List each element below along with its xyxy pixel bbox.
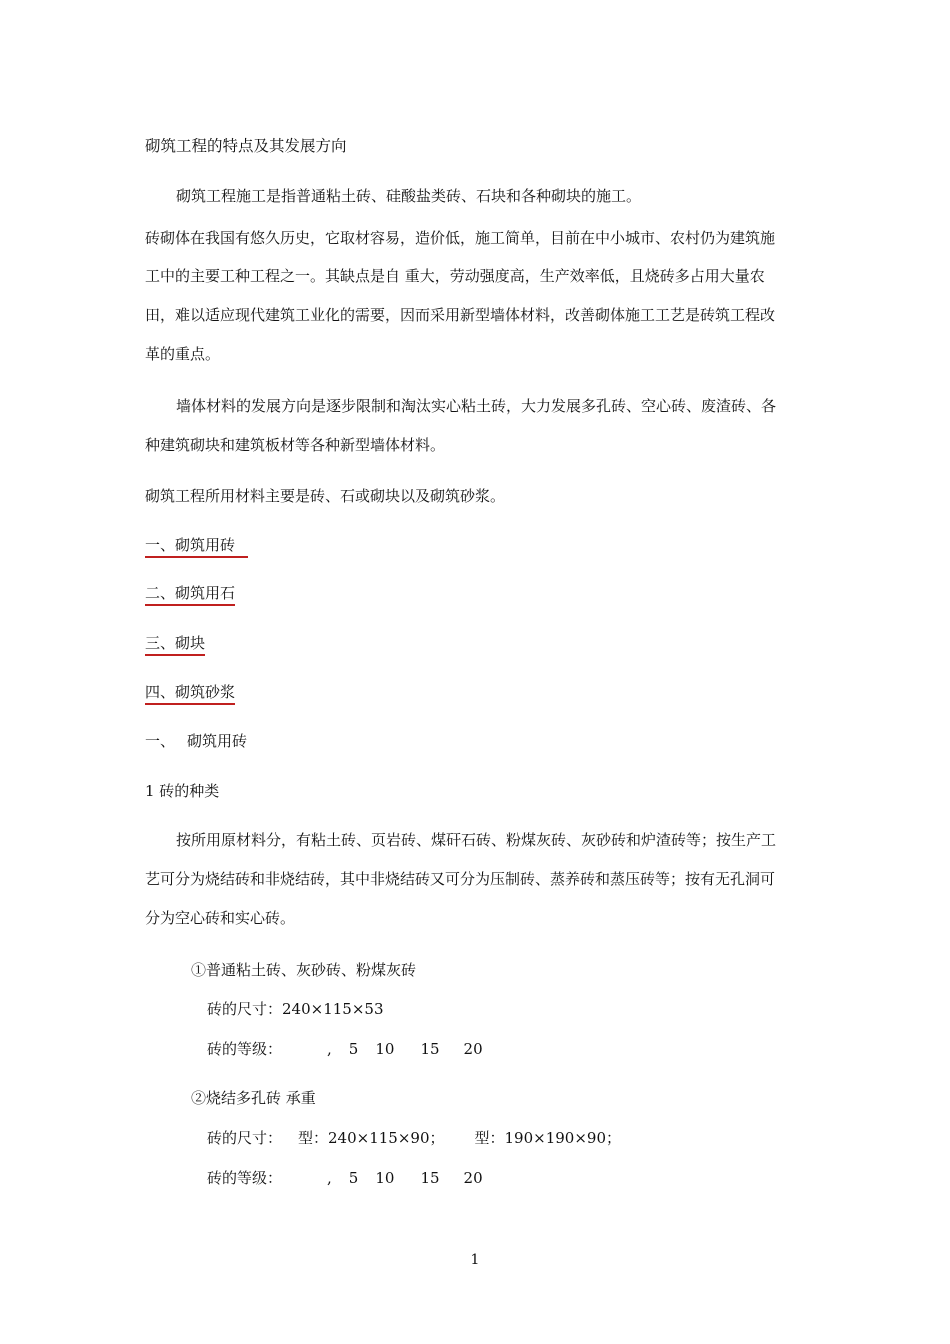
paragraph-intro: 砌筑工程施工是指普通粘土砖、硅酸盐类砖、石块和各种砌块的施工。 [176,187,642,205]
section-number: 一、 [145,732,176,750]
grade-value: 20 [463,1169,483,1187]
grade-value: 5 [348,1040,359,1058]
grade-value: 20 [463,1040,483,1058]
paragraph-line: 工中的主要工种工程之一。其缺点是自 重大，劳动强度高，生产效率低，且烧砖多占用大量农 [145,267,765,285]
item-heading: ②烧结多孔砖 承重 [191,1089,316,1107]
grade-value: 15 [420,1040,440,1058]
paragraph-line: 分为空心砖和实心砖。 [145,909,296,927]
paragraph-line: 种建筑砌块和建筑板材等各种新型墙体材料。 [145,436,446,454]
subsection-heading: 1 砖的种类 [145,782,220,800]
brick-grade-row [207,1168,483,1188]
grade-value: , [327,1169,332,1187]
paragraph-line: 砖砌体在我国有悠久历史，它取材容易，造价低，施工简单，目前在中小城市、农村仍为建筑施 [145,229,776,247]
size-type-a: 型：240×115×90； [298,1129,445,1147]
document-title: 砌筑工程的特点及其发展方向 [145,137,347,155]
paragraph-materials: 砌筑工程所用材料主要是砖、石或砌块以及砌筑砂浆。 [145,487,506,505]
section-label: 砌筑用砖 [187,732,248,750]
grade-value: 10 [375,1169,395,1187]
size-type-b: 型：190×190×90； [474,1129,622,1147]
brick-size-row [207,1128,621,1148]
page-number: 1 [470,1252,480,1268]
paragraph-line: 按所用原材料分，有粘土砖、页岩砖、煤矸石砖、粉煤灰砖、灰砂砖和炉渣砖等；按生产工 [176,831,777,849]
brick-grade-row [207,1039,483,1059]
toc-link-stone[interactable]: 二、砌筑用石 [145,583,235,606]
brick-size: 砖的尺寸：240×115×53 [207,1000,384,1018]
paragraph-line: 墙体材料的发展方向是逐步限制和淘汰实心粘土砖，大力发展多孔砖、空心砖、废渣砖、各 [176,397,777,415]
grade-label: 砖的等级： [207,1040,283,1058]
grade-value: 5 [348,1169,359,1187]
grade-value: , [327,1040,332,1058]
paragraph-line: 艺可分为烧结砖和非烧结砖，其中非烧结砖又可分为压制砖、蒸养砖和蒸压砖等；按有无孔洞可 [145,870,776,888]
toc-link-blocks[interactable]: 三、砌块 [145,633,205,656]
toc-link-mortar[interactable]: 四、砌筑砂浆 [145,682,235,705]
toc-link-bricks[interactable]: 一、砌筑用砖 [145,535,248,558]
item-heading: ①普通粘土砖、灰砂砖、粉煤灰砖 [191,961,417,979]
grade-label: 砖的等级： [207,1169,283,1187]
size-label: 砖的尺寸： [207,1129,283,1147]
grade-value: 10 [375,1040,395,1058]
paragraph-line: 田，难以适应现代建筑工业化的需要，因而采用新型墙体材料，改善砌体施工工艺是砖筑工程改 [145,306,776,324]
paragraph-line: 革的重点。 [145,345,221,363]
section-heading [145,731,247,751]
grade-value: 15 [420,1169,440,1187]
